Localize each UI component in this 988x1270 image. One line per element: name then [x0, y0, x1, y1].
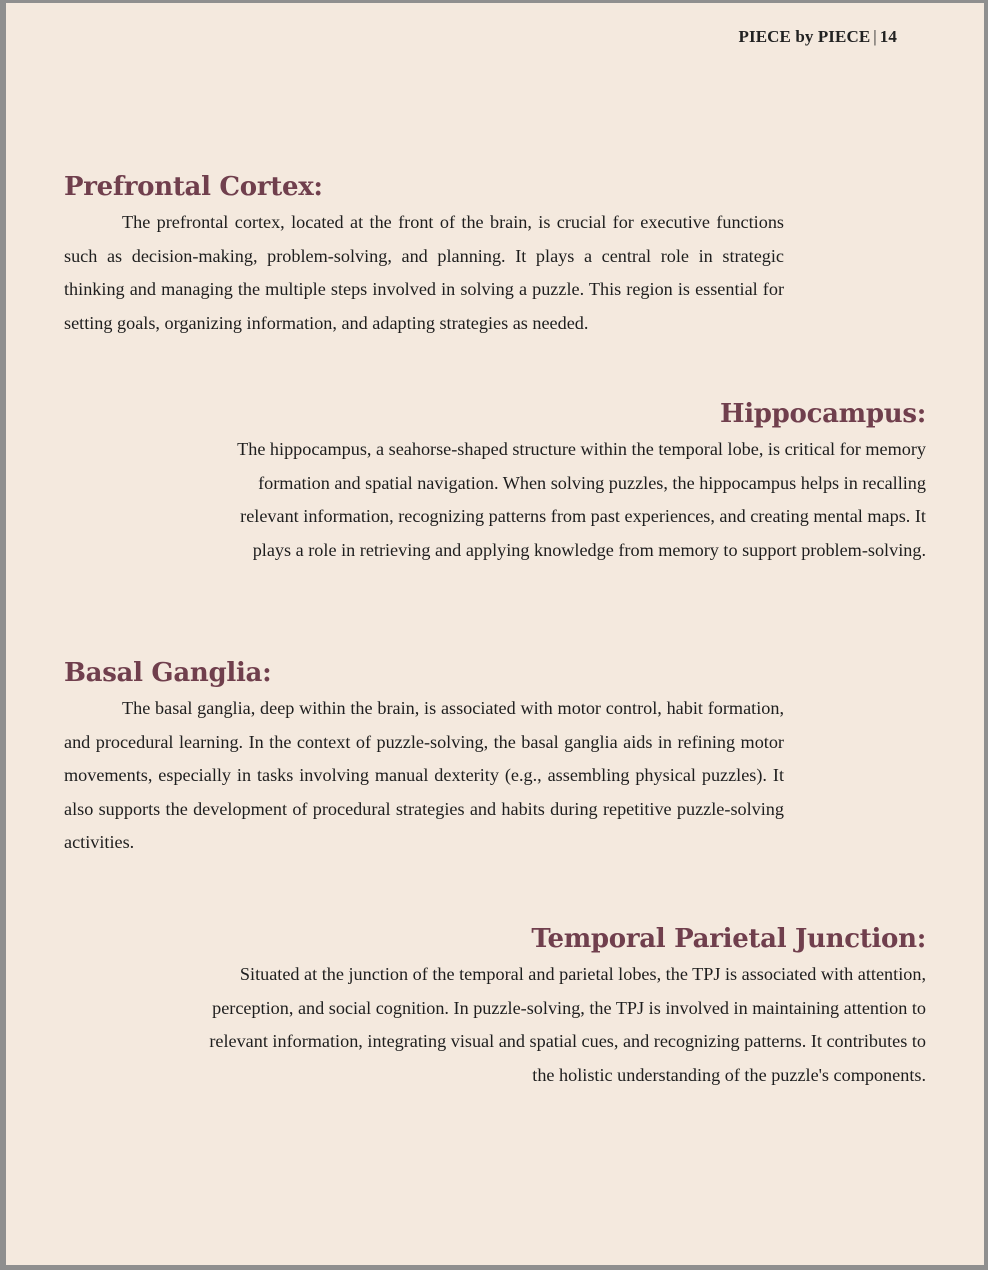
- section-body: The hippocampus, a seahorse-shaped structure within the temporal lobe, is critical for memory formation and spatial navigation. When solving puzzles, the hippocampus helps in recalling relevant information, recognizing patterns from past experiences, and creating mental maps. It plays a role in retrieving and applying knowledge from memory to support problem-solving.: [237, 439, 926, 560]
- section-body: The basal ganglia, deep within the brain, is associated with motor control, habit formation, and procedural learning. In the context of puzzle-solving, the basal ganglia aids in refining motor movements, especially in tasks involving manual dexterity (e.g., assembling physical puzzles). It also supports the development of procedural strategies and habits during repetitive puzzle-solving activities.: [64, 698, 784, 853]
- section-hippocampus: [206, 397, 926, 567]
- section-prefrontal-cortex: [64, 170, 784, 340]
- section-body: The prefrontal cortex, located at the front of the brain, is crucial for executive functions such as decision-making, problem-solving, and planning. It plays a central role in strategic thinking and managing the multiple steps involved in solving a puzzle. This region is essential for setting goals, organizing information, and adapting strategies as needed.: [64, 212, 784, 333]
- section-heading: Basal Ganglia:: [64, 658, 272, 688]
- header-title: PIECE by PIECE: [738, 27, 871, 46]
- document-page: [6, 3, 984, 1265]
- section-basal-ganglia: [64, 656, 784, 860]
- page-number: 14: [879, 27, 897, 46]
- section-heading: Temporal Parietal Junction:: [531, 924, 926, 954]
- running-header: [739, 27, 897, 47]
- section-heading: Prefrontal Cortex:: [64, 172, 323, 202]
- section-heading: Hippocampus:: [719, 399, 926, 429]
- header-separator: |: [873, 27, 877, 46]
- section-body: Situated at the junction of the temporal and parietal lobes, the TPJ is associated with attention, perception, and social cognition. In puzzle-solving, the TPJ is involved in maintaining attention to relevant information, integrating visual and spatial cues, and recognizing patterns. It contributes to the holistic understanding of the puzzle's components.: [209, 964, 926, 1085]
- section-temporal-parietal-junction: [206, 922, 926, 1092]
